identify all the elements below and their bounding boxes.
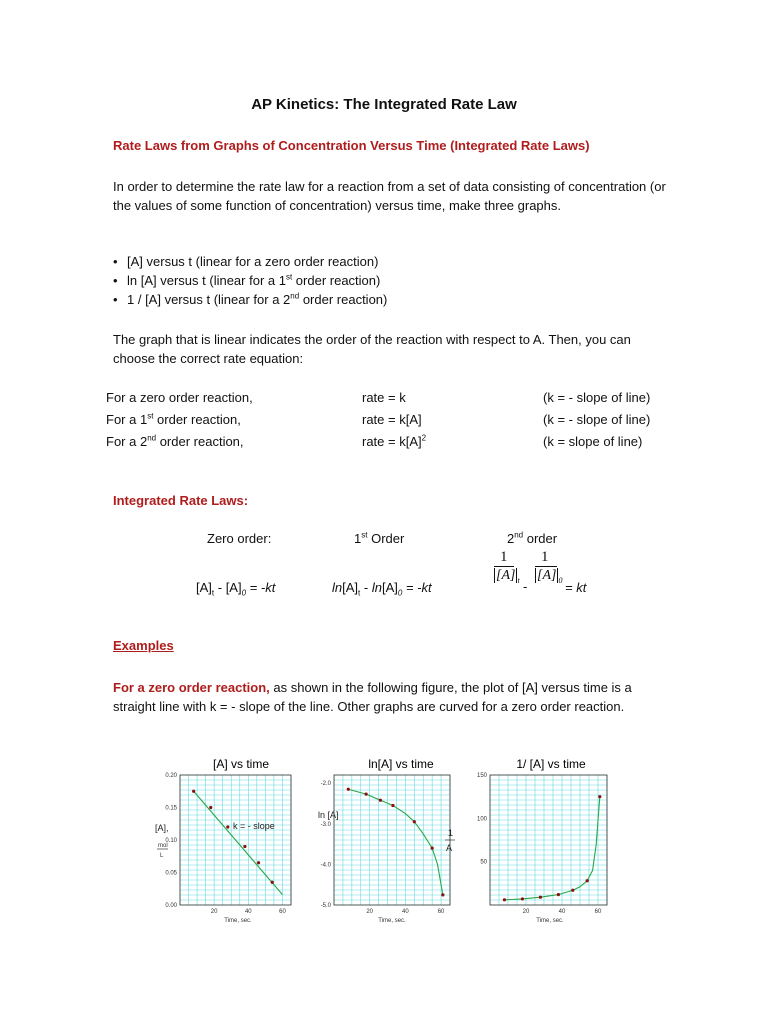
data-point [571,889,574,892]
data-point [209,806,212,809]
bullet-item: • [A] versus t (linear for a zero order reaction) [113,254,379,269]
rate-row-second-rate: rate = $k[A]^2$ [362,433,427,449]
y-tick-label: -4.0 [320,862,331,869]
chart-title: [A] vs time [212,757,270,771]
data-point [431,847,434,850]
zero-order-label: Zero order: [207,531,272,546]
x-tick-label: 60 [437,909,445,915]
data-point [521,897,524,900]
chart-title: 1/ [A] vs time [516,757,586,771]
data-point [391,804,394,807]
y-axis-unit-den: L [160,853,164,859]
chart-inv-a-vs-time [445,757,607,924]
y-tick-label: 0.15 [165,805,177,812]
y-tick-label: 0.10 [165,838,177,844]
bullet-icon: • [113,292,118,307]
rate-row-first-slope: (k = - slope of line) [543,412,651,427]
rate-row-first-rate: rate = k[A] [362,412,422,427]
chart-title: ln[A] vs time [368,757,434,771]
data-point [257,861,260,864]
integrated-heading: Integrated Rate Laws: [113,493,249,508]
zero-example-paragraph: For a zero order reaction, as shown in the following figure, the plot of [A] versus time is a straight line with k = - slope of the line. Other graphs are curved for a zero order reaction. [113,680,632,714]
chart-a-vs-time [155,757,291,924]
page-title: AP Kinetics: The Integrated Rate Law [251,96,517,113]
y-tick-label: 100 [476,816,487,823]
second-order-label: 2nd order [507,530,558,546]
second-order-equation: 1 [A] $_t$ - 1 [A] $_0$ = kt [496,549,587,595]
y-tick-label: 0.00 [165,903,177,909]
y-axis-unit-num: mol [158,843,168,849]
x-tick-label: 40 [402,909,409,915]
intro-paragraph: In order to determine the rate law for a reaction from a set of data consisting of concentration (or the values of some function of concentration) versus time, make three graphs. [113,179,666,213]
data-point [441,893,444,896]
grid [490,775,607,905]
data-point [347,788,350,791]
y-axis-label-den: A [446,843,453,853]
x-tick-label: 40 [244,909,252,915]
rate-row-first-label: For a 1st order reaction, [106,411,241,427]
x-tick-label: 40 [558,909,566,915]
x-tick-label: 20 [366,909,374,915]
bullet-icon: • [113,273,118,288]
series-line [504,797,599,900]
y-axis-label-num: 1 [448,828,454,838]
data-point [226,825,229,828]
rate-row-zero-rate: rate = k [362,390,406,405]
rate-row-zero-slope: (k = - slope of line) [543,390,651,405]
series-line [194,791,283,894]
x-axis-label: Time, sec. [224,918,252,924]
first-order-label: 1st Order [354,530,405,546]
data-point [586,879,589,882]
first-order-equation: $\ln[A]_t - \ln[A]_0 = -kt$ [332,580,432,598]
rate-row-second-label: For a 2nd order reaction, [106,433,244,449]
y-tick-label: -3.0 [320,821,331,828]
data-point [192,790,195,793]
y-tick-label: 0.20 [165,773,177,779]
y-axis-label: [A], [155,823,169,833]
bullet-icon: • [113,254,118,269]
rate-row-second-slope: (k = slope of line) [543,434,643,449]
x-tick-label: 60 [594,909,602,915]
x-tick-label: 60 [279,909,286,915]
y-axis-label: ln [A] [318,810,339,820]
y-tick-label: 150 [476,773,487,779]
data-point [379,799,382,802]
x-tick-label: 20 [210,909,218,915]
y-tick-label: 50 [480,859,487,866]
data-point [503,898,506,901]
data-point [243,845,246,848]
data-point [365,792,368,795]
data-point [539,896,542,899]
rate-row-zero-label: For a zero order reaction, [106,390,253,405]
y-tick-label: 0.05 [165,870,177,877]
section-heading-rate-laws: Rate Laws from Graphs of Concentration Versus Time (Integrated Rate Laws) [113,138,590,153]
x-axis-label: Time, sec. [378,918,406,924]
chart-annotation: k = - slope [233,821,275,831]
linear-paragraph: The graph that is linear indicates the order of the reaction with respect to A. Then, you can choose the correct rate equation: [113,332,631,366]
x-tick-label: 20 [522,909,530,915]
data-point [413,820,416,823]
grid [334,775,453,905]
chart-ln-a-vs-time [318,757,453,924]
examples-heading: Examples [113,638,174,653]
y-tick-label: -5.0 [320,903,331,909]
zero-order-equation: $[A]_t - [A]_0 = -kt$ [196,580,276,598]
data-point [271,881,274,884]
data-point [557,893,560,896]
x-axis-label: Time, sec. [536,918,564,924]
bullet-item: • 1 / [A] versus t (linear for a 2nd order reaction) [113,291,388,307]
data-point [598,795,601,798]
y-tick-label: -2.0 [320,781,331,788]
bullet-item: • ln [A] versus t (linear for a 1st order reaction) [113,272,381,288]
